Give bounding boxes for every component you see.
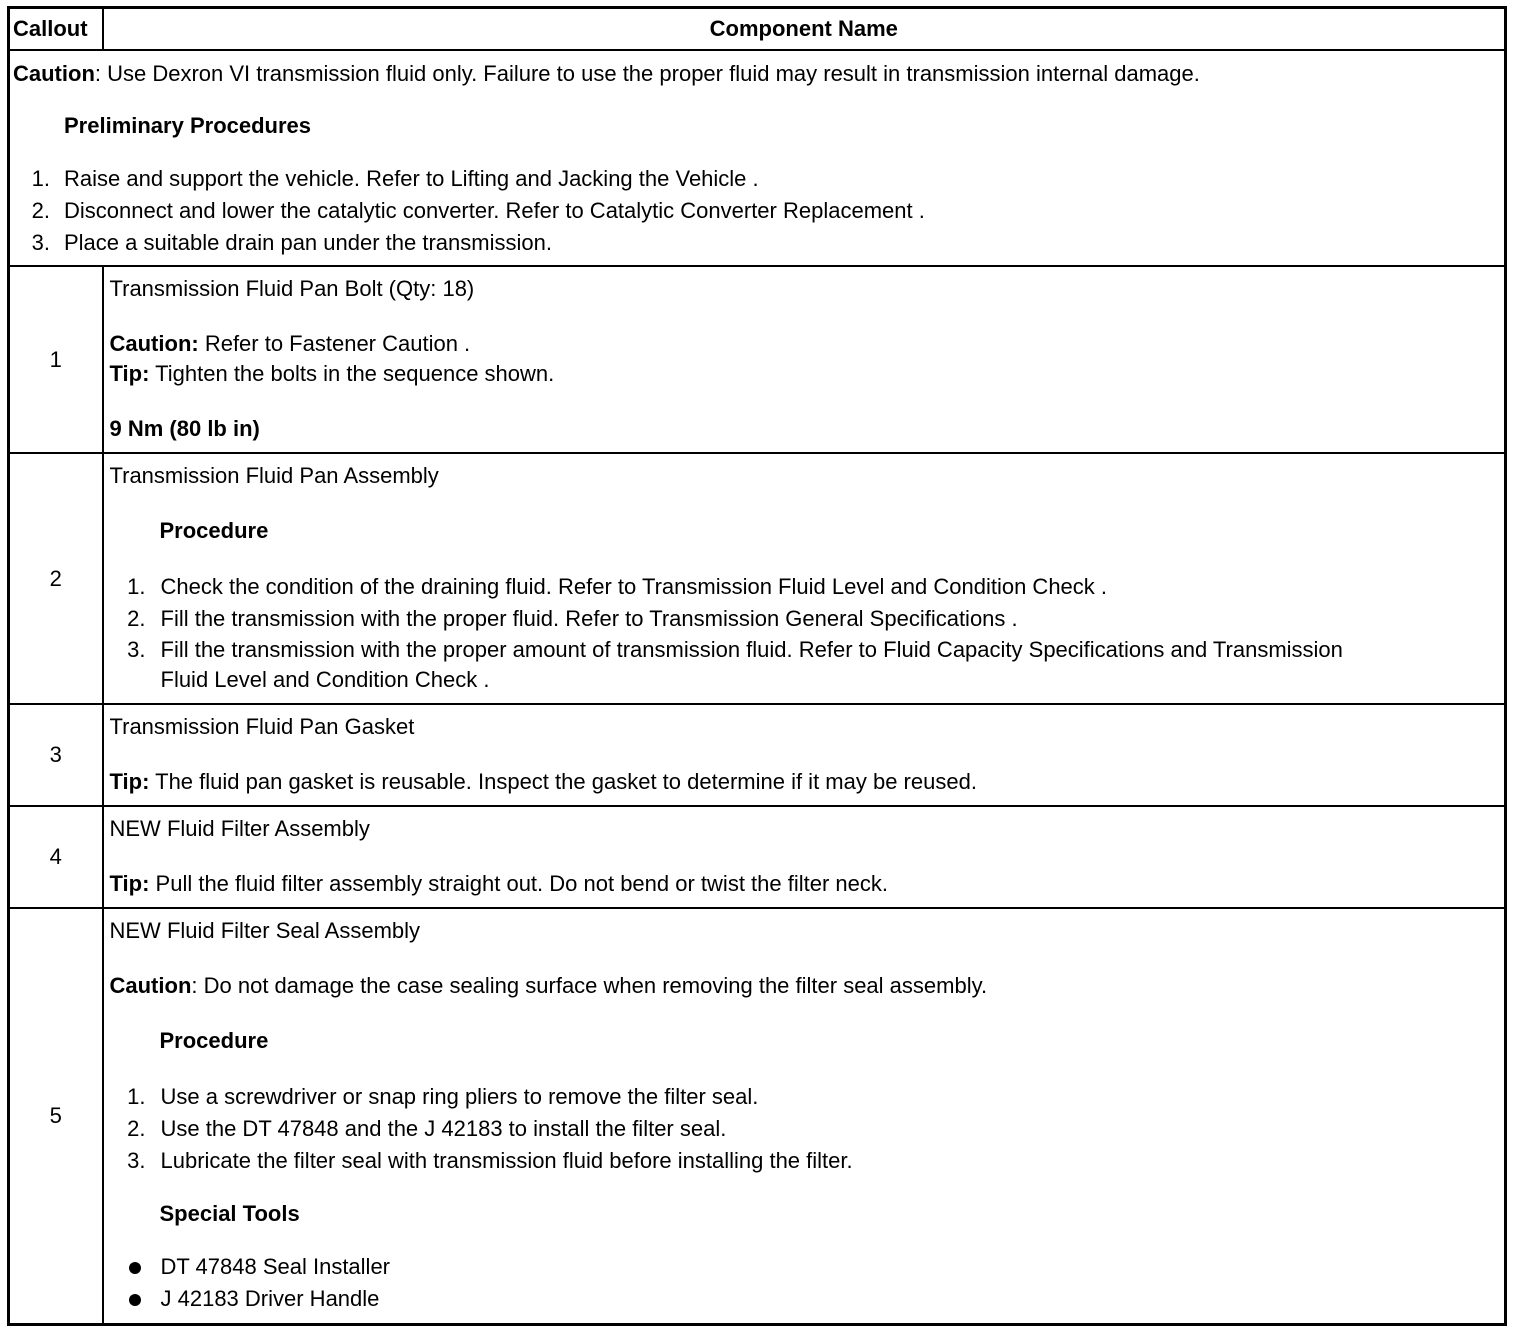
list-item: 3. Lubricate the filter seal with transmission fluid before installing the filter.: [127, 1148, 853, 1173]
table-row: [9, 266, 1506, 453]
component-cell: [103, 806, 1506, 908]
procedure-steps: [110, 1081, 1505, 1177]
preliminary-heading: Preliminary Procedures: [64, 113, 312, 138]
bullet-icon: [129, 1294, 141, 1306]
callout-number: 5: [9, 908, 103, 1325]
preliminary-caution: [13, 59, 1504, 89]
component-title: Transmission Fluid Pan Gasket: [109, 714, 415, 739]
component-title: NEW Fluid Filter Assembly: [109, 816, 370, 841]
preliminary-row: [9, 50, 1506, 266]
list-item: 3. Fill the transmission with the proper amount of transmission fluid. Refer to Fluid Capacity Specifications and Transmission Fluid Level and Condition Check .: [127, 637, 1343, 692]
tip-note: Tip: Pull the fluid filter assembly straight out. Do not bend or twist the filter neck.: [109, 871, 888, 896]
preliminary-steps: [13, 163, 1504, 259]
table-row: [9, 453, 1506, 704]
procedure-heading: Procedure: [159, 518, 269, 543]
list-item: 2. Use the DT 47848 and the J 42183 to install the filter seal.: [127, 1116, 727, 1141]
special-tools-list: [110, 1251, 1505, 1315]
component-cell: [103, 908, 1506, 1325]
procedure-steps: [110, 571, 1505, 695]
callout-number: 2: [9, 453, 103, 704]
table-row: [9, 908, 1506, 1325]
caution-note: Caution: Do not damage the case sealing surface when removing the filter seal assembly.: [109, 973, 988, 998]
bullet-icon: [129, 1262, 141, 1274]
list-item: 1. Raise and support the vehicle. Refer to Lifting and Jacking the Vehicle .: [31, 166, 759, 191]
tip-note: Tip: The fluid pan gasket is reusable. Inspect the gasket to determine if it may be reused.: [109, 769, 977, 794]
list-item: 1. Use a screwdriver or snap ring pliers to remove the filter seal.: [127, 1084, 759, 1109]
callout-number: 3: [9, 704, 103, 806]
tip-note: Tip: Tighten the bolts in the sequence shown.: [109, 361, 555, 386]
preliminary-cell: [9, 50, 1506, 266]
callout-header: Callout: [9, 8, 103, 51]
list-item: 3. Place a suitable drain pan under the transmission.: [31, 230, 552, 255]
caution-label: Caution: [13, 61, 95, 86]
component-table: [7, 6, 1507, 1326]
callout-number: 4: [9, 806, 103, 908]
component-cell: [103, 453, 1506, 704]
caution-text: : Use Dexron VI transmission fluid only. Failure to use the proper fluid may result in transmission internal damage.: [94, 61, 1200, 86]
list-item: J 42183 Driver Handle: [110, 1283, 1505, 1315]
callout-number: 1: [9, 266, 103, 453]
component-cell: [103, 266, 1506, 453]
table-row: [9, 704, 1506, 806]
list-item: 2. Disconnect and lower the catalytic converter. Refer to Catalytic Converter Replacement .: [31, 198, 925, 223]
component-name-header: Component Name: [103, 8, 1506, 51]
list-item: 1. Check the condition of the draining fluid. Refer to Transmission Fluid Level and Condition Check .: [127, 574, 1108, 599]
table-row: [9, 806, 1506, 908]
list-item: DT 47848 Seal Installer: [110, 1251, 1505, 1283]
component-cell: [103, 704, 1506, 806]
special-tools-heading: Special Tools: [159, 1201, 300, 1226]
procedure-heading: Procedure: [159, 1028, 269, 1053]
component-title: Transmission Fluid Pan Assembly: [109, 463, 439, 488]
list-item: 2. Fill the transmission with the proper fluid. Refer to Transmission General Specifications .: [127, 606, 1018, 631]
caution-note: Caution: Refer to Fastener Caution .: [109, 331, 471, 356]
component-title: NEW Fluid Filter Seal Assembly: [109, 918, 421, 943]
component-title: Transmission Fluid Pan Bolt (Qty: 18): [109, 276, 475, 301]
torque-spec: 9 Nm (80 lb in): [109, 416, 260, 441]
header-row: [9, 8, 1506, 51]
